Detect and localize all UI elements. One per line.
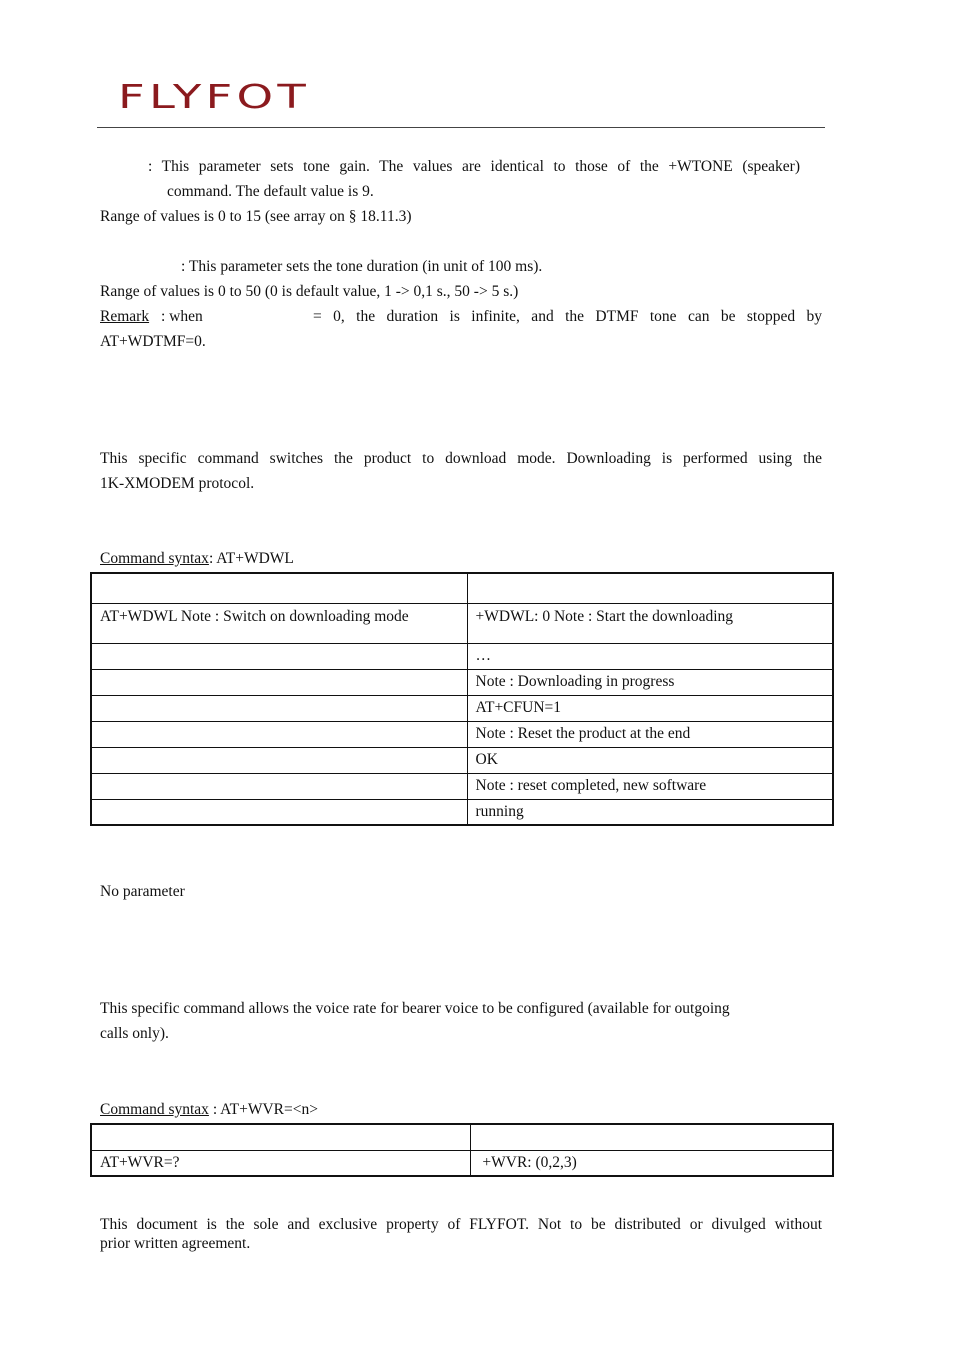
table-row bbox=[91, 1150, 833, 1176]
gain-range: Range of values is 0 to 15 (see array on § 18.11.3) bbox=[100, 208, 412, 225]
table-header-cell bbox=[467, 573, 833, 603]
wvr-command-table bbox=[90, 1123, 834, 1177]
table-row bbox=[91, 721, 833, 747]
table-cell bbox=[91, 747, 467, 773]
wdwl-command-table bbox=[90, 572, 834, 826]
table-cell bbox=[91, 799, 467, 825]
remark-part1: : when bbox=[161, 308, 203, 325]
wvr-command-syntax bbox=[100, 1100, 318, 1120]
table-cell: +WVR: (0,2,3) bbox=[470, 1150, 833, 1176]
wdwl-syntax-value: : AT+WDWL bbox=[208, 550, 294, 567]
footer-line1: This document is the sole and exclusive property of FLYFOT. Not to be distributed or divulged without bbox=[100, 1216, 822, 1233]
wdwl-description-line2: 1K-XMODEM protocol. bbox=[100, 475, 255, 492]
table-header-row bbox=[91, 1124, 833, 1150]
wvr-syntax-value: : AT+WVR=<n> bbox=[208, 1101, 318, 1118]
table-cell: … bbox=[467, 643, 833, 669]
table-header-row bbox=[91, 573, 833, 603]
remark-label-text: Remark bbox=[100, 308, 150, 325]
table-row bbox=[91, 603, 833, 643]
duration-range: Range of values is 0 to 50 (0 is default value, 1 -> 0,1 s., 50 -> 5 s.) bbox=[100, 283, 519, 300]
gain-description-line2: command. The default value is 9. bbox=[167, 183, 374, 200]
table-row bbox=[91, 695, 833, 721]
table-cell: OK bbox=[467, 747, 833, 773]
table-cell bbox=[91, 643, 467, 669]
table-row bbox=[91, 773, 833, 799]
table-cell: Note : reset completed, new software bbox=[467, 773, 833, 799]
wdwl-syntax-label: Command syntax bbox=[100, 550, 209, 567]
flyfot-logo bbox=[118, 80, 314, 112]
table-cell bbox=[91, 773, 467, 799]
duration-description: : This parameter sets the tone duration (in unit of 100 ms). bbox=[181, 258, 543, 275]
table-cell: +WDWL: 0 Note : Start the downloading bbox=[467, 603, 833, 643]
table-cell bbox=[91, 695, 467, 721]
footer-line2: prior written agreement. bbox=[100, 1235, 251, 1252]
wvr-syntax-label: Command syntax bbox=[100, 1101, 209, 1118]
footer-notice bbox=[100, 1215, 822, 1253]
table-header-cell bbox=[470, 1124, 833, 1150]
table-header-cell bbox=[91, 1124, 470, 1150]
wvr-description-line2: calls only). bbox=[100, 1025, 169, 1042]
table-cell: AT+CFUN=1 bbox=[467, 695, 833, 721]
table-row bbox=[91, 747, 833, 773]
table-cell: running bbox=[467, 799, 833, 825]
table-cell bbox=[91, 721, 467, 747]
remark-label bbox=[100, 307, 149, 327]
wvr-description-line1: This specific command allows the voice rate for bearer voice to be configured (available for outgoing bbox=[100, 1000, 730, 1017]
header-divider bbox=[97, 127, 825, 128]
table-row bbox=[91, 669, 833, 695]
table-header-cell bbox=[91, 573, 467, 603]
table-cell: AT+WVR=? bbox=[91, 1150, 470, 1176]
table-row bbox=[91, 643, 833, 669]
wdwl-no-parameter: No parameter bbox=[100, 883, 185, 900]
remark-line2: AT+WDTMF=0. bbox=[100, 333, 206, 350]
remark-part2: = 0, the duration is infinite, and the DTMF tone can be stopped by bbox=[313, 308, 822, 325]
wdwl-command-syntax bbox=[100, 549, 294, 569]
table-cell: AT+WDWL Note : Switch on downloading mode bbox=[91, 603, 467, 643]
logo-text: FLYFOT bbox=[118, 80, 310, 112]
table-cell: Note : Reset the product at the end bbox=[467, 721, 833, 747]
table-row bbox=[91, 799, 833, 825]
wdwl-description-line1: This specific command switches the product to download mode. Downloading is performed using the bbox=[100, 450, 822, 467]
table-cell: Note : Downloading in progress bbox=[467, 669, 833, 695]
table-cell bbox=[91, 669, 467, 695]
gain-description-line1: : This parameter sets tone gain. The values are identical to those of the +WTONE (speaker) bbox=[148, 158, 800, 175]
